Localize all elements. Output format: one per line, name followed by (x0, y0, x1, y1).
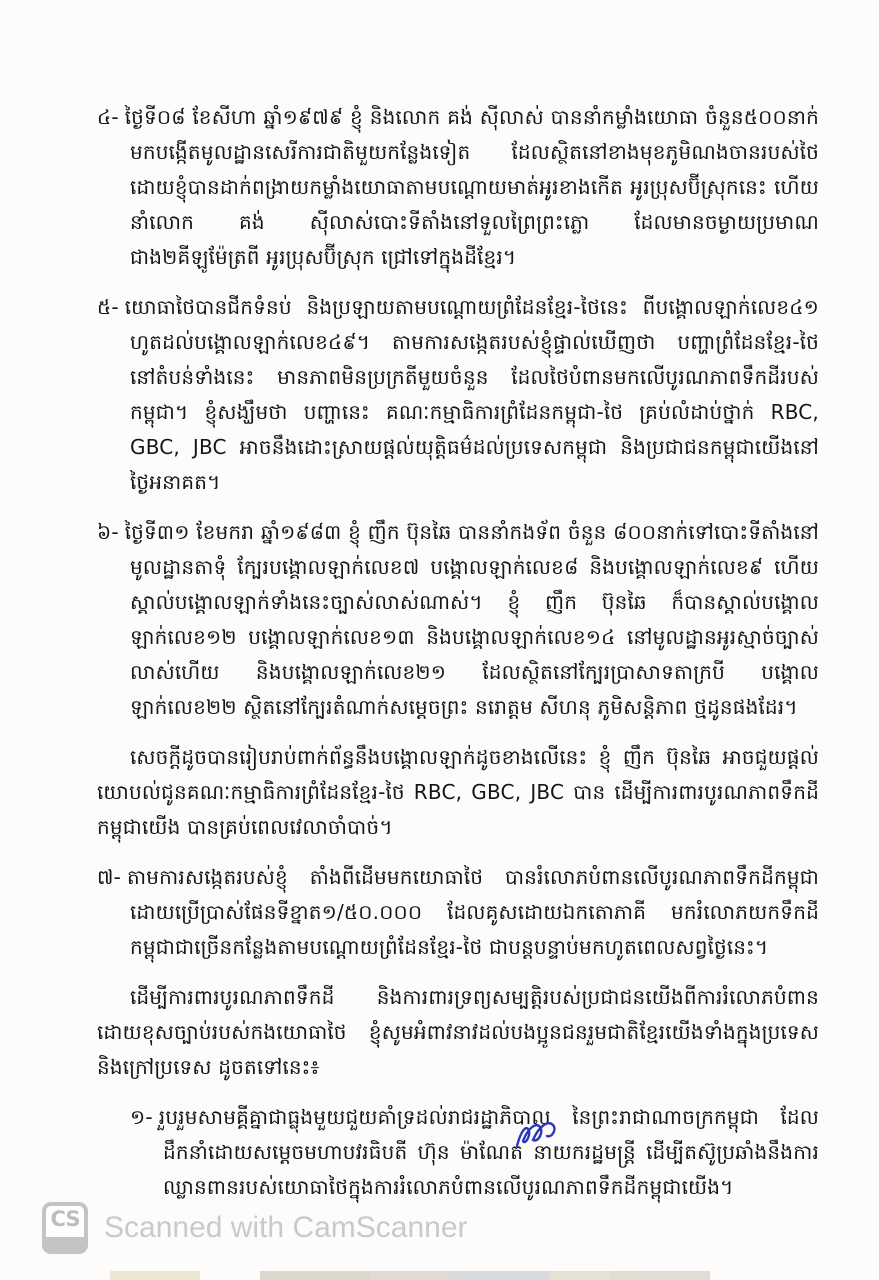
paragraph-number: ៧- (97, 865, 122, 889)
paragraph-text: តាមការសង្កេតរបស់ខ្ញុំ តាំងពីដើមមកយោធាថៃ បានរំលោភបំពានលើបូរណភាពទឹកដីកម្ពុជា ដោយប្រើប្រាស់ផែនទីខ្នាត១/៥០.០០០ ដែលគូសដោយឯកតោភាគី មករំលោភយកទឹកដីកម្ពុជាជាច្រើនកន្លែងតាមបណ្ដោយព្រំដែនខ្មែរ-ថៃ ជាបន្តបន្ទាប់មកហូតពេលសព្វថ្ងៃនេះ។ (127, 865, 819, 959)
document-body (97, 100, 819, 1220)
paragraph-7 (97, 860, 819, 965)
camscanner-logo-icon (42, 1202, 88, 1254)
paragraph-appeal (97, 980, 819, 1085)
list-item-1 (130, 1100, 819, 1205)
camscanner-logo-letters: CS (50, 1207, 80, 1231)
artifact-segment (200, 1271, 260, 1280)
paragraph-text: សេចក្ដីដូចបានរៀបរាប់ពាក់ព័ន្ធនឹងបង្គោលឡាក់ដូចខាងលើនេះ ខ្ញុំ ញឹក ប៊ុនឆៃ អាចជួយផ្ដល់យោបល់ជូនគណៈកម្មាធិការព្រំដែនខ្មែរ-ថៃ RBC, GBC, JBC បាន ដើម្បីការពារបូរណភាពទឹកដីកម្ពុជាយើង បានគ្រប់ពេលវេលាចាំបាច់។ (97, 745, 819, 839)
artifact-segment (370, 1271, 450, 1280)
artifact-segment (260, 1271, 370, 1280)
camscanner-watermark-label: Scanned with CamScanner (104, 1211, 468, 1244)
paragraph-text: ថ្ងៃទី០៨ ខែសីហា ឆ្នាំ១៩៧៩ ខ្ញុំ និងលោក គង់ ស៊ីលាស់ បាននាំកម្លាំងយោធា ចំនួន៥០០នាក់ មកបង្កើតមូលដ្ឋានសេរីការជាតិមួយកន្លែងទៀត ដែលស្ថិតនៅខាងមុខភូមិណងចានរបស់ថៃ ដោយខ្ញុំបានដាក់ពង្រាយកម្លាំងយោធាតាមបណ្ដោយមាត់អូរខាងកើត អូរប្រុសប៊ីស្រុកនេះ ហើយនាំលោក គង់ ស៊ីលាស់បោះទីតាំងនៅទួលព្រៃព្រះភ្លោ ដែលមានចម្ងាយប្រមាណជាង២គីឡូម៉ែត្រពី អូរប្រុសប៊ីស្រុក ជ្រៅទៅក្នុងដីខ្មែរ។ (124, 105, 819, 269)
paragraph-number: ១- (130, 1105, 153, 1129)
paragraph-number: ៤- (97, 105, 119, 129)
paragraph-number: ៥- (97, 295, 119, 319)
artifact-segment (550, 1271, 610, 1280)
paragraph-text: យោធាថៃបានជីកទំនប់ និងប្រឡាយតាមបណ្ដោយព្រំដែនខ្មែរ-ថៃនេះ ពីបង្គោលឡាក់លេខ៤១ ហូតដល់បង្គោលឡាក់លេខ៤៩។ តាមការសង្កេតរបស់ខ្ញុំផ្ទាល់ឃើញថា បញ្ហាព្រំដែនខ្មែរ-ថៃ នៅតំបន់ទាំងនេះ មានភាពមិនប្រក្រតីមួយចំនួន ដែលថៃបំពានមកលើបូរណភាពទឹកដីរបស់កម្ពុជា។ ខ្ញុំសង្ឃឹមថា បញ្ហានេះ គណៈកម្មាធិការព្រំដែនកម្ពុជា-ថៃ គ្រប់លំដាប់ថ្នាក់ RBC, GBC, JBC អាចនឹងដោះស្រាយផ្ដល់យុត្តិធម៌ដល់ប្រទេសកម្ពុជា និងប្រជាជនកម្ពុជាយើងនៅថ្ងៃអនាគត។ (124, 295, 819, 494)
artifact-segment (450, 1271, 550, 1280)
artifact-segment (610, 1271, 710, 1280)
paragraph-text: ថ្ងៃទី៣១ ខែមករា ឆ្នាំ១៩៨៣ ខ្ញុំ ញឹក ប៊ុនឆៃ បាននាំកងទ័ព ចំនួន ៨០០នាក់ទៅបោះទីតាំងនៅមូលដ្ឋានតាទុំ ក្បែរបង្គោលឡាក់លេខ៧ បង្គោលឡាក់លេខ៨ និងបង្គោលឡាក់លេខ៩ ហើយស្គាល់បង្គោលឡាក់ទាំងនេះច្បាស់លាស់ណាស់។ ខ្ញុំ ញឹក ប៊ុនឆៃ ក៏បានស្គាល់បង្គោលឡាក់លេខ១២ បង្គោលឡាក់លេខ១៣ និងបង្គោលឡាក់លេខ១៤ នៅមូលដ្ឋានអូរស្មាច់ច្បាស់លាស់ហើយ និងបង្គោលឡាក់លេខ២១ ដែលស្ថិតនៅក្បែរប្រាសាទតាក្របី បង្គោលឡាក់លេខ២២ ស្ថិតនៅក្បែរតំណាក់សម្ដេចព្រះ នរោត្ដម សីហនុ ភូមិសន្តិភាព ថ្មដូនផងដែរ។ (124, 520, 819, 719)
scan-edge-artifact-strip (110, 1271, 710, 1280)
paragraph-text: រួបរួមសាមគ្គីគ្នាជាធ្លុងមួយជួយគាំទ្រដល់រាជរដ្ឋាភិបាល នៃព្រះរាជាណាចក្រកម្ពុជា ដែលដឹកនាំដោយសម្ដេចមហាបវរធិបតី ហ៊ុន ម៉ាណែត នាយករដ្ឋមន្ត្រី ដើម្បីតស៊ូប្រឆាំងនឹងការឈ្លានពានរបស់យោធាថៃក្នុងការរំលោភបំពានលើបូរណភាពទឹកដីកម្ពុជាយើង។ (158, 1105, 819, 1199)
paragraph-4 (97, 100, 819, 275)
handwritten-initials-mark (514, 1118, 560, 1152)
camscanner-logo-base (45, 1237, 85, 1251)
paragraph-number: ៦- (97, 520, 119, 544)
paragraph-6 (97, 515, 819, 725)
paragraph-remark-posts (97, 740, 819, 845)
camscanner-watermark (42, 1200, 468, 1256)
artifact-segment (110, 1271, 200, 1280)
paragraph-5 (97, 290, 819, 500)
paragraph-text: ដើម្បីការពារបូរណភាពទឹកដី និងការពារទ្រព្យសម្បត្តិរបស់ប្រជាជនយើងពីការរំលោភបំពាន ដោយខុសច្បាប់របស់កងយោធាថៃ ខ្ញុំសូមអំពាវនាវដល់បងប្អូនជនរួមជាតិខ្មែរយើងទាំងក្នុងប្រទេស និងក្រៅប្រទេស ដូចតទៅនេះ៖ (97, 985, 819, 1079)
